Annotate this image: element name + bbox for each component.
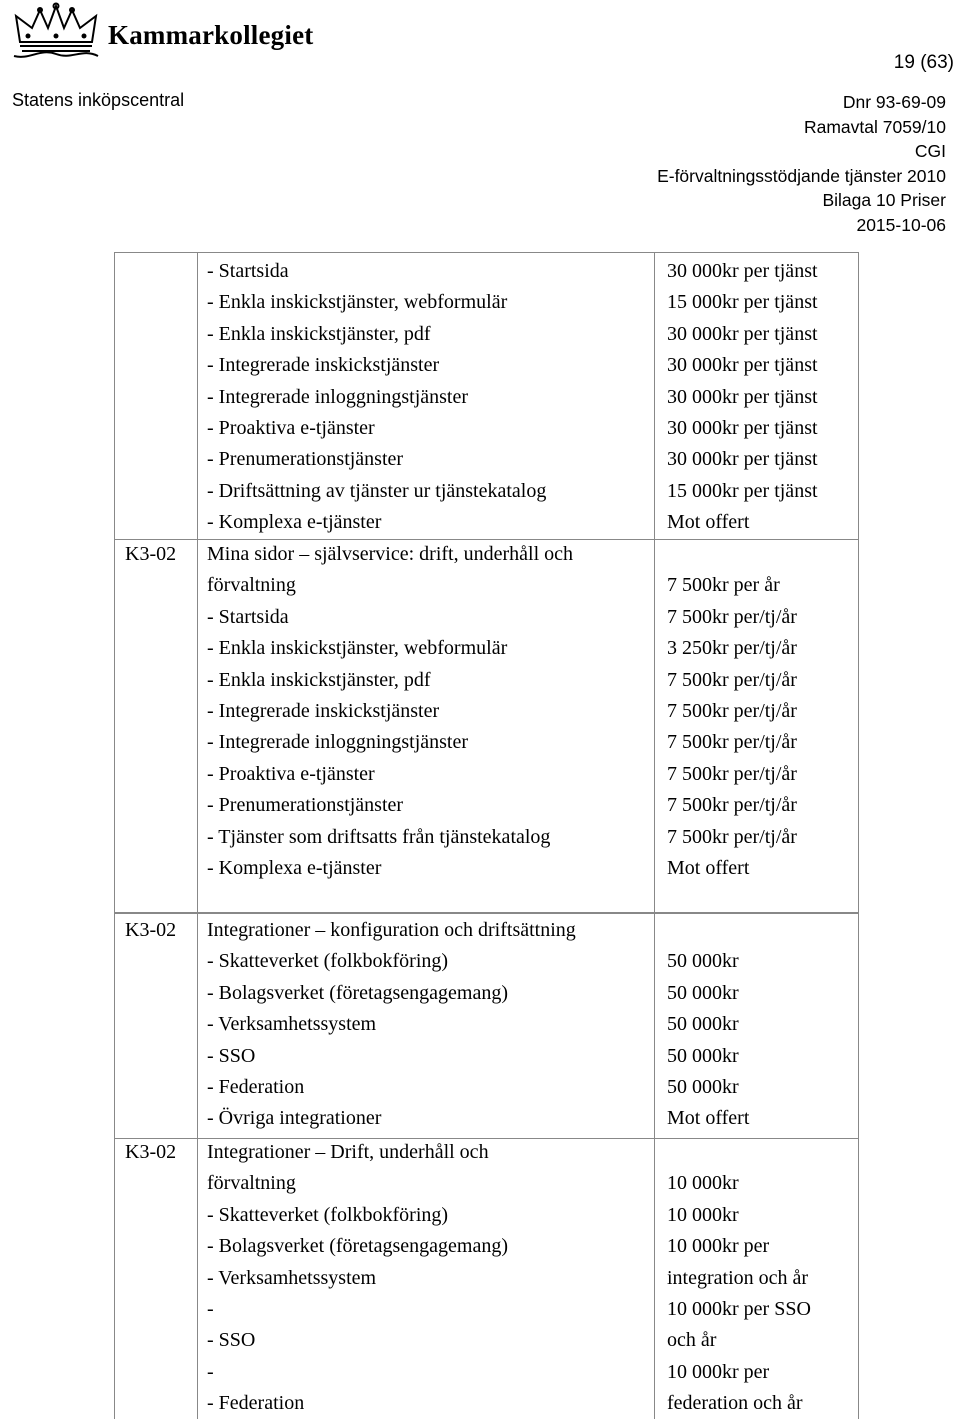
list-item: - Enkla inskickstjänster, webformulär	[207, 291, 508, 314]
price-cell: Mot offert	[667, 511, 750, 534]
price-cell: 3 250kr per/tj/år	[667, 637, 797, 660]
header-dnr: Dnr 93-69-09	[842, 92, 946, 112]
price-cell: 30 000kr per tjänst	[667, 354, 818, 377]
price-cell: och år	[667, 1329, 717, 1352]
price-cell: 30 000kr per tjänst	[667, 322, 818, 345]
price-cell: 50 000kr	[667, 1013, 739, 1036]
list-item: - SSO	[207, 1329, 256, 1352]
price-cell: 15 000kr per tjänst	[667, 291, 818, 314]
list-item: - Verksamhetssystem	[207, 1266, 377, 1289]
list-item: - Startsida	[207, 605, 289, 628]
price-cell	[667, 539, 797, 570]
list-item: - Enkla inskickstjänster, webformulär	[207, 637, 508, 660]
price-cell: 30 000kr per tjänst	[667, 260, 818, 282]
price-cell: 30 000kr per tjänst	[667, 448, 818, 471]
list-item: - Proaktiva e-tjänster	[207, 416, 375, 439]
price-cell: 50 000kr	[667, 1044, 739, 1067]
row-code: K3-02	[125, 919, 177, 941]
list-item: - Enkla inskickstjänster, pdf	[207, 668, 431, 691]
header-appendix: Bilaga 10 Priser	[822, 190, 946, 210]
price-list-block-b	[667, 539, 797, 884]
price-cell: 50 000kr	[667, 950, 739, 973]
header-document-info	[657, 90, 946, 237]
list-item: - Komplexa e-tjänster	[207, 511, 382, 534]
price-cell: 7 500kr per/tj/år	[667, 699, 797, 722]
price-list-block-d	[667, 1137, 811, 1420]
list-item: - Integrerade inloggningstjänster	[207, 731, 469, 754]
price-cell: 10 000kr	[667, 1172, 739, 1195]
page-number: 19 (63)	[893, 52, 954, 73]
list-item: - Skatteverket (folkbokföring)	[207, 950, 449, 973]
price-cell: Mot offert	[667, 1107, 750, 1130]
row-code: K3-02	[125, 1141, 177, 1163]
header-contract-area: E-förvaltningsstödjande tjänster 2010	[657, 165, 946, 186]
price-cell: 7 500kr per/tj/år	[667, 668, 797, 691]
section-heading: Integrationer – konfiguration och driftsättning	[207, 919, 576, 941]
row-code: K3-02	[125, 543, 177, 565]
section-heading-cont: förvaltning	[207, 574, 296, 597]
service-list-block-a	[207, 256, 546, 539]
list-item: - Prenumerationstjänster	[207, 448, 404, 471]
price-cell: 15 000kr per tjänst	[667, 479, 818, 502]
kammarkollegiet-crown-logo	[10, 2, 102, 64]
section-heading: Mina sidor – självservice: drift, underhåll och	[207, 543, 574, 565]
price-cell: 7 500kr per/tj/år	[667, 605, 797, 628]
list-item: - Proaktiva e-tjänster	[207, 762, 375, 785]
list-item: - Startsida	[207, 260, 289, 282]
list-item: - Federation	[207, 1392, 305, 1415]
section-heading: Integrationer – Drift, underhåll och	[207, 1141, 489, 1163]
price-table-1	[114, 252, 859, 913]
price-cell: Mot offert	[667, 856, 750, 879]
price-cell: 7 500kr per/tj/år	[667, 825, 797, 848]
list-item: - Federation	[207, 1075, 305, 1098]
list-item: - Driftsättning av tjänster ur tjänstekatalog	[207, 479, 547, 502]
price-table-2	[114, 913, 859, 1419]
list-item: - Bolagsverket (företagsengagemang)	[207, 981, 508, 1004]
list-item: - Komplexa e-tjänster	[207, 856, 382, 879]
list-item: - Enkla inskickstjänster, pdf	[207, 322, 431, 345]
price-cell: integration och år	[667, 1266, 809, 1289]
price-cell: 30 000kr per tjänst	[667, 385, 818, 408]
section-heading-cont: förvaltning	[207, 1172, 296, 1195]
organization-name: Kammarkollegiet	[108, 20, 314, 50]
price-cell: 7 500kr per/tj/år	[667, 762, 797, 785]
price-list-block-c	[667, 915, 749, 1135]
list-item: -	[207, 1297, 214, 1320]
list-item: - Prenumerationstjänster	[207, 794, 404, 817]
list-item: - Bolagsverket (företagsengagemang)	[207, 1235, 508, 1258]
list-item: - Tjänster som driftsatts från tjänstekatalog	[207, 825, 551, 848]
header-date: 2015-10-06	[856, 214, 946, 235]
list-item: - Övriga integrationer	[207, 1107, 382, 1130]
list-item: - Integrerade inloggningstjänster	[207, 385, 469, 408]
price-cell	[667, 1137, 811, 1168]
list-item: -	[207, 1360, 214, 1383]
price-cell: 50 000kr	[667, 981, 739, 1004]
service-list-block-b	[207, 539, 573, 884]
service-list-block-d	[207, 1137, 508, 1420]
list-item: - Skatteverket (folkbokföring)	[207, 1203, 449, 1226]
service-list-block-c	[207, 915, 576, 1135]
price-cell: 10 000kr per	[667, 1360, 770, 1383]
price-cell: 30 000kr per tjänst	[667, 416, 818, 439]
list-item: - Integrerade inskickstjänster	[207, 699, 440, 722]
header-ramavtal: Ramavtal 7059/10	[803, 116, 946, 137]
price-list-block-a	[667, 256, 818, 539]
price-cell	[667, 915, 749, 946]
header-department: Statens inköpscentral	[12, 90, 185, 110]
header-supplier: CGI	[914, 141, 946, 161]
price-cell: federation och år	[667, 1392, 803, 1415]
price-cell: 7 500kr per/tj/år	[667, 731, 797, 754]
price-cell: 10 000kr per	[667, 1235, 770, 1258]
price-cell: 10 000kr	[667, 1203, 739, 1226]
price-cell: 10 000kr per SSO	[667, 1297, 811, 1320]
price-cell: 7 500kr per år	[667, 574, 780, 597]
list-item: - Verksamhetssystem	[207, 1013, 377, 1036]
price-cell: 7 500kr per/tj/år	[667, 794, 797, 817]
list-item: - SSO	[207, 1044, 256, 1067]
price-cell: 50 000kr	[667, 1075, 739, 1098]
list-item: - Integrerade inskickstjänster	[207, 354, 440, 377]
